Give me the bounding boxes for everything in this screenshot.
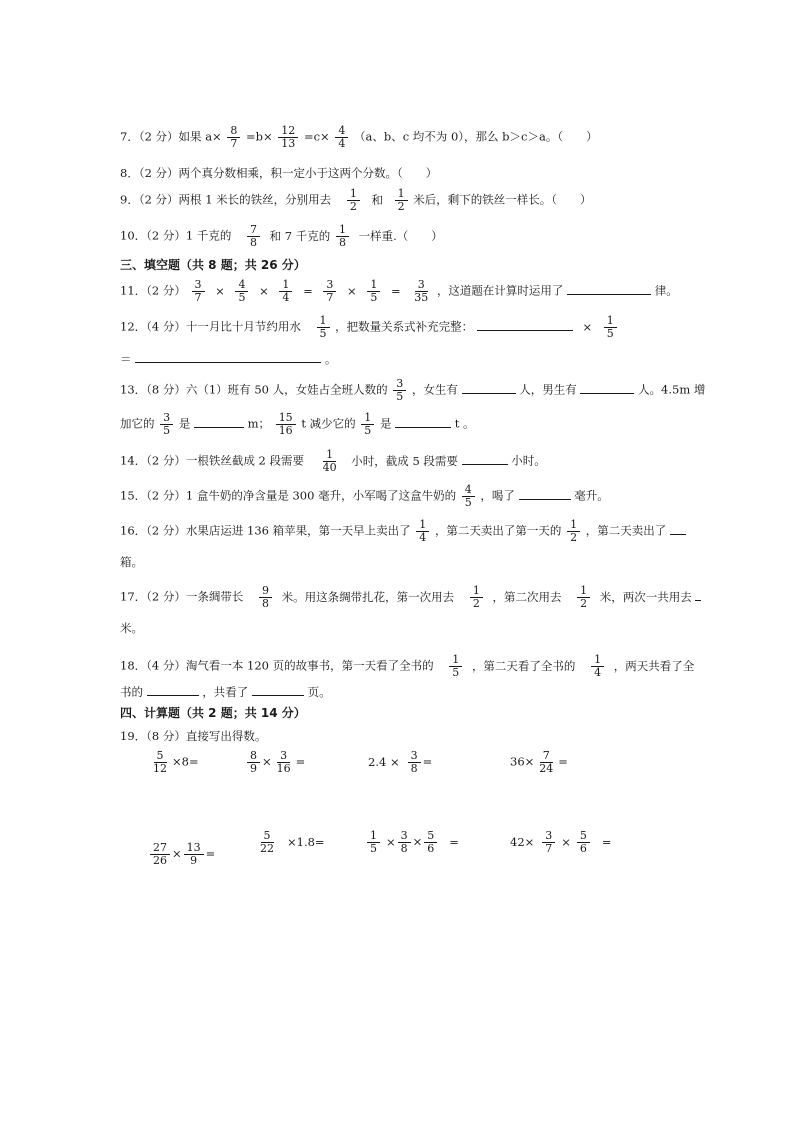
fraction xyxy=(247,224,260,249)
q13-text-j: t 。 xyxy=(454,416,475,431)
fraction-denominator: 8 xyxy=(338,236,346,249)
expr-tail: = xyxy=(558,754,568,769)
fraction-denominator: 2 xyxy=(397,200,405,213)
q13-text-b: ，女生有 xyxy=(411,382,458,397)
q15-text-b: ，喝了 xyxy=(480,488,515,503)
expr-head: 2.4 × xyxy=(368,754,400,769)
q18-text-b: ，第二天看了全书的 xyxy=(471,658,576,673)
q13-text-d: 人。4.5m 增 xyxy=(638,382,706,397)
fraction-denominator: 4 xyxy=(282,291,290,304)
fraction-numerator: 27 xyxy=(150,842,170,855)
calc-expr-4 xyxy=(510,750,568,775)
fraction-denominator: 5 xyxy=(364,424,372,437)
fraction xyxy=(567,519,580,544)
fraction xyxy=(398,830,411,855)
fraction-denominator: 2 xyxy=(570,531,578,544)
fraction-denominator: 4 xyxy=(419,531,427,544)
answer-blank[interactable] xyxy=(462,381,516,394)
fraction xyxy=(227,125,240,150)
question-17 xyxy=(120,585,701,610)
fraction-numerator: 4 xyxy=(235,279,248,292)
times-sign: × xyxy=(215,283,225,298)
fraction xyxy=(278,125,298,150)
q18-text-l2b: ，共看了 xyxy=(202,685,249,699)
q9-text-b: 和 xyxy=(371,192,383,207)
fraction-numerator: 3 xyxy=(277,750,290,763)
q11-text-a: 11．（2 分） xyxy=(120,283,186,298)
fraction-numerator: 3 xyxy=(393,378,406,391)
fraction-numerator: 3 xyxy=(398,830,411,843)
q14-text-c: 小时。 xyxy=(511,453,546,468)
fraction-numerator: 3 xyxy=(323,279,336,292)
q18-text-l2c: 页。 xyxy=(307,685,331,699)
fraction-denominator: 5 xyxy=(464,496,472,509)
q15-text-c: 毫升。 xyxy=(574,488,609,503)
section-3-heading: 三、填空题（共 8 题；共 26 分） xyxy=(120,258,306,272)
equals-sign: = xyxy=(303,283,313,298)
fraction-numerator: 3 xyxy=(415,279,428,292)
q7-text-d: （a、b、c 均不为 0），那么 b＞c＞a。（ ） xyxy=(353,129,598,144)
fraction xyxy=(323,279,336,304)
fraction xyxy=(449,654,462,679)
q11-text-c: 律。 xyxy=(654,283,678,298)
fraction-numerator: 13 xyxy=(184,842,204,855)
q18-text-a: 18．（4 分）淘气看一本 120 页的故事书，第一天看了全书的 xyxy=(120,658,434,673)
fraction-denominator: 4 xyxy=(338,137,346,150)
fraction xyxy=(416,519,429,544)
q12-text-a: 12．（4 分）十一月比十月节约用水 xyxy=(120,319,301,334)
expr-head: 36× xyxy=(510,754,535,769)
times-sign: × xyxy=(262,754,272,769)
question-18 xyxy=(120,654,694,679)
q15-text-a: 15．（2 分）1 盒牛奶的净含量是 300 毫升，小军喝了这盒牛奶的 xyxy=(120,488,457,503)
fraction-denominator: 5 xyxy=(452,666,460,679)
fraction-denominator: 13 xyxy=(281,137,296,150)
q7-text-b: =b× xyxy=(246,129,273,144)
fraction-denominator: 8 xyxy=(249,236,257,249)
fraction-denominator: 2 xyxy=(580,597,588,610)
times-sign: × xyxy=(412,834,423,849)
fraction xyxy=(335,125,348,150)
q14-text-a: 14．（2 分）一根铁丝截成 2 段需要 xyxy=(120,453,304,468)
question-8 xyxy=(120,166,437,180)
fraction xyxy=(317,315,330,340)
question-11 xyxy=(120,279,678,304)
fraction-denominator: 22 xyxy=(260,842,274,855)
calc-expr-3 xyxy=(368,750,432,775)
fraction-numerator: 5 xyxy=(424,830,437,843)
fraction-numerator: 1 xyxy=(279,279,292,292)
expr-tail: = xyxy=(295,754,306,769)
q16-text-a: 16．（2 分）水果店运进 136 箱苹果，第一天早上卖出了 xyxy=(120,523,411,538)
fraction xyxy=(184,842,204,867)
times-sign: × xyxy=(561,834,571,849)
answer-blank[interactable] xyxy=(462,452,508,465)
q13-text-c: 人，男生有 xyxy=(519,382,577,397)
calc-expr-8 xyxy=(510,830,612,855)
expr-tail: = xyxy=(422,754,433,769)
calc-expr-1 xyxy=(148,750,199,775)
answer-blank[interactable] xyxy=(395,415,451,428)
q18-text-c: ，两天共看了全 xyxy=(613,658,695,673)
fraction-denominator: 2 xyxy=(472,597,480,610)
fraction-denominator: 5 xyxy=(370,842,377,855)
fraction-numerator: 8 xyxy=(247,750,260,763)
fraction-denominator: 7 xyxy=(230,137,238,150)
fraction xyxy=(393,378,406,403)
fraction-numerator: 8 xyxy=(227,125,240,138)
q18-text-l2a: 书的 xyxy=(120,685,143,699)
q11-text-b: ，这道题在计算时运用了 xyxy=(436,283,564,298)
fraction-numerator: 3 xyxy=(160,412,173,425)
fraction xyxy=(411,279,431,304)
fraction-numerator: 1 xyxy=(395,188,408,201)
q13-text-a: 13．（8 分）六（1）班有 50 人，女娃占全班人数的 xyxy=(120,382,388,397)
q7-text-c: =c× xyxy=(303,129,330,144)
fraction-denominator: 24 xyxy=(539,762,554,775)
fraction-denominator: 5 xyxy=(163,424,171,437)
fraction-numerator: 15 xyxy=(276,412,296,425)
fraction xyxy=(150,750,170,775)
q12-text-b: ，把数量关系式补充完整： xyxy=(335,319,474,334)
section-4-heading: 四、计算题（共 2 题；共 14 分） xyxy=(120,706,306,720)
fraction-numerator: 4 xyxy=(335,125,348,138)
fraction-numerator: 1 xyxy=(591,654,604,667)
fraction xyxy=(259,585,272,610)
fraction xyxy=(577,585,590,610)
fraction xyxy=(257,830,277,855)
fraction-denominator: 12 xyxy=(153,762,167,775)
q14-text-b: 小时，截成 5 段需要 xyxy=(351,453,458,468)
question-14 xyxy=(120,449,546,474)
q13-text-f: 是 xyxy=(178,416,191,431)
fraction-numerator: 1 xyxy=(367,830,380,843)
fraction-numerator: 7 xyxy=(540,750,553,763)
fraction-numerator: 3 xyxy=(408,750,421,763)
expr-tail: = xyxy=(205,846,216,861)
fraction-denominator: 7 xyxy=(545,842,553,855)
calc-expr-7 xyxy=(365,830,459,855)
fraction-denominator: 8 xyxy=(400,842,408,855)
q16-text-c: ，第二天卖出了 xyxy=(585,523,667,538)
question-17-line-2 xyxy=(120,621,143,635)
question-13 xyxy=(120,378,705,403)
fraction-denominator: 40 xyxy=(322,461,337,474)
q13-text-g: m； xyxy=(247,416,271,431)
q10-text-a: 10．（2 分）1 千克的 xyxy=(120,228,232,243)
fraction-denominator: 6 xyxy=(579,842,587,855)
q7-text-a: 7．（2 分）如果 a× xyxy=(120,129,222,144)
question-9 xyxy=(120,188,592,213)
fraction-numerator: 1 xyxy=(567,519,580,532)
q17-text-d: 米，两次一共用去 xyxy=(599,589,692,604)
fraction-numerator: 1 xyxy=(416,519,429,532)
expr-tail: ×1.8= xyxy=(287,834,325,849)
fraction-numerator: 1 xyxy=(317,315,330,328)
equals-sign: = xyxy=(390,283,401,298)
fraction xyxy=(424,830,437,855)
fraction-numerator: 9 xyxy=(259,585,272,598)
q17-text-b: 米。用这条绸带扎花，第一次用去 xyxy=(281,589,455,604)
fraction-denominator: 7 xyxy=(326,291,334,304)
answer-blank[interactable] xyxy=(147,683,199,696)
fraction-denominator: 8 xyxy=(410,762,418,775)
fraction xyxy=(408,750,421,775)
fraction xyxy=(470,585,483,610)
fraction xyxy=(320,449,340,474)
answer-blank[interactable] xyxy=(670,522,686,535)
answer-blank[interactable] xyxy=(567,282,651,295)
fraction-numerator: 1 xyxy=(336,224,349,237)
q17-text-a: 17．（2 分）一条绸带长 xyxy=(120,589,244,604)
expr-tail: = xyxy=(601,834,612,849)
expr-tail: ×8= xyxy=(172,754,199,769)
fraction-denominator: 5 xyxy=(370,291,378,304)
fraction xyxy=(276,412,296,437)
fraction xyxy=(361,412,374,437)
calc-expr-2 xyxy=(245,750,305,775)
fraction xyxy=(462,484,475,509)
fraction-numerator: 3 xyxy=(192,279,205,292)
question-18-line-2 xyxy=(120,683,331,699)
fraction-denominator: 16 xyxy=(278,424,293,437)
q12-period: 。 xyxy=(324,352,337,366)
fraction-numerator: 3 xyxy=(542,830,555,843)
fraction-numerator: 1 xyxy=(361,412,374,425)
q13-text-e: 加它的 xyxy=(120,416,155,431)
fraction xyxy=(347,188,360,213)
fraction-numerator: 1 xyxy=(604,315,617,328)
fraction xyxy=(577,830,590,855)
answer-blank[interactable] xyxy=(695,588,701,601)
q19-title: 19．（8 分）直接写出得数。 xyxy=(120,729,267,743)
answer-blank[interactable] xyxy=(519,487,571,500)
fraction-numerator: 1 xyxy=(449,654,462,667)
fraction xyxy=(591,654,604,679)
fraction-denominator: 5 xyxy=(319,327,327,340)
expr-head: 42× xyxy=(510,834,535,849)
fraction xyxy=(336,224,349,249)
fraction-denominator: 6 xyxy=(427,842,435,855)
fraction-numerator: 4 xyxy=(462,484,475,497)
fraction-denominator: 5 xyxy=(238,291,246,304)
fraction xyxy=(160,412,173,437)
question-10 xyxy=(120,224,443,249)
fraction-numerator: 1 xyxy=(323,449,336,462)
expr-tail: = xyxy=(449,834,459,849)
q9-text-a: 9．（2 分）两根 1 米长的铁丝，分别用去 xyxy=(120,192,332,207)
answer-blank[interactable] xyxy=(477,318,573,331)
question-13-line-2 xyxy=(120,412,475,437)
fraction-numerator: 1 xyxy=(577,585,590,598)
fraction xyxy=(150,842,170,867)
question-16-line-2 xyxy=(120,555,143,569)
fraction xyxy=(274,750,294,775)
fraction-denominator: 5 xyxy=(606,327,614,340)
times-sign: × xyxy=(259,283,269,298)
question-19 xyxy=(120,729,266,743)
answer-blank[interactable] xyxy=(194,415,244,428)
answer-blank[interactable] xyxy=(580,381,634,394)
times-sign: × xyxy=(582,319,593,334)
fraction-numerator: 12 xyxy=(278,125,298,138)
times-sign: × xyxy=(172,846,182,861)
fraction-numerator: 1 xyxy=(347,188,360,201)
fraction-denominator: 16 xyxy=(276,762,291,775)
q17-text-c: ，第二次用去 xyxy=(492,589,562,604)
fraction xyxy=(395,188,408,213)
calc-expr-6 xyxy=(255,830,325,855)
fraction-numerator: 5 xyxy=(577,830,590,843)
fraction-denominator: 26 xyxy=(153,854,167,867)
fraction-denominator: 8 xyxy=(262,597,270,610)
q13-text-h: t 减少它的 xyxy=(301,416,356,431)
fraction xyxy=(235,279,248,304)
answer-blank[interactable] xyxy=(135,350,321,363)
q8-text: 8．（2 分）两个真分数相乘，积一定小于这两个分数。（ ） xyxy=(120,166,438,180)
fraction-denominator: 35 xyxy=(414,291,429,304)
q16-text-b: ，第二天卖出了第一天的 xyxy=(434,523,562,538)
fraction-numerator: 7 xyxy=(247,224,260,237)
fraction xyxy=(604,315,617,340)
fraction xyxy=(367,830,380,855)
q9-text-c: 米后，剩下的铁丝一样长。（ ） xyxy=(413,192,592,207)
q10-text-c: 一样重.（ ） xyxy=(358,228,443,243)
fraction-numerator: 1 xyxy=(470,585,483,598)
question-15 xyxy=(120,484,609,509)
times-sign: × xyxy=(386,834,396,849)
q10-text-b: 和 7 千克的 xyxy=(269,228,331,243)
q13-text-i: 是 xyxy=(379,416,392,431)
fraction-numerator: 5 xyxy=(261,830,274,843)
question-12-line-2 xyxy=(120,350,336,366)
q12-equals: ＝ xyxy=(120,352,132,366)
question-7 xyxy=(120,125,598,150)
fraction xyxy=(247,750,260,775)
times-sign: × xyxy=(347,283,357,298)
fraction xyxy=(279,279,292,304)
fraction-denominator: 4 xyxy=(594,666,602,679)
q16-unit: 箱。 xyxy=(120,555,143,569)
fraction xyxy=(367,279,380,304)
question-12 xyxy=(120,315,619,340)
fraction xyxy=(536,750,556,775)
answer-blank[interactable] xyxy=(252,683,304,696)
fraction-denominator: 2 xyxy=(349,200,357,213)
fraction-denominator: 5 xyxy=(396,390,404,403)
fraction-denominator: 7 xyxy=(194,291,202,304)
fraction xyxy=(542,830,555,855)
fraction xyxy=(192,279,205,304)
fraction-denominator: 9 xyxy=(250,762,257,775)
fraction-numerator: 1 xyxy=(367,279,380,292)
fraction-denominator: 9 xyxy=(190,854,198,867)
question-16 xyxy=(120,519,686,544)
calc-expr-5 xyxy=(148,842,215,867)
q17-unit: 米。 xyxy=(120,621,143,635)
fraction-numerator: 5 xyxy=(154,750,167,763)
